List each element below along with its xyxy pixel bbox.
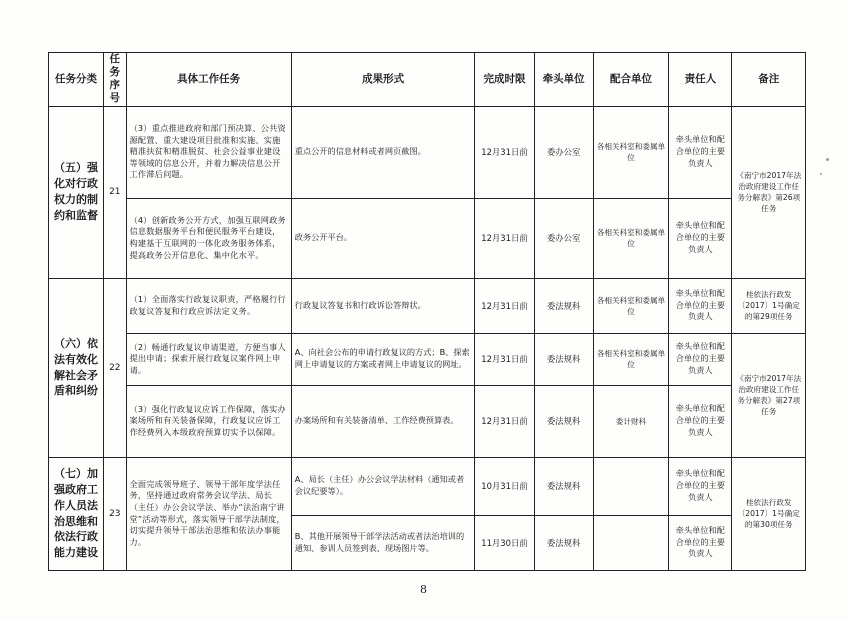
table-row [49, 106, 806, 198]
table-row [49, 385, 806, 457]
number-cell: 23 [104, 457, 126, 570]
deadline-cell: 11月30日前 [475, 515, 534, 570]
coop-cell: 各相关科室和委属单位 [593, 333, 668, 385]
form-cell: 政务公开平台。 [291, 198, 475, 278]
header-row [49, 53, 806, 107]
note-cell: 《南宁市2017年法治政府建设工作任务分解表》第26项任务 [732, 106, 806, 278]
task-cell: （4）创新政务公开方式，加强互联网政务信息数据服务平台和便民服务平台建设，构建基于互联网的一体化政务服务体系，提高政务公开信息化、集中化水平。 [126, 198, 291, 278]
task-cell: （2）畅通行政复议申请渠道，方便当事人提出申请；探索开展行政复议案件网上申请。 [126, 333, 291, 385]
header-deadline: 完成时限 [475, 53, 534, 107]
lead-cell: 委法规科 [534, 333, 593, 385]
resp-cell: 牵头单位和配合单位的主要负责人 [669, 278, 732, 333]
coop-cell: 各相关科室和委属单位 [593, 198, 668, 278]
form-cell: A、局长（主任）办公会议学法材料（通知或者会议纪要等）。 [291, 457, 475, 515]
category-cell: （六）依法有效化解社会矛盾和纠纷 [49, 278, 104, 457]
form-cell: A、向社会公布的申请行政复议的方式；B、探索网上申请复议的方案或者网上申请复议的网址。 [291, 333, 475, 385]
lead-cell: 委法规科 [534, 278, 593, 333]
table-row [49, 278, 806, 333]
form-cell: 行政复议答复书和行政诉讼答辩状。 [291, 278, 475, 333]
coop-cell [593, 515, 668, 570]
resp-cell: 牵头单位和配合单位的主要负责人 [669, 106, 732, 198]
resp-cell: 牵头单位和配合单位的主要负责人 [669, 333, 732, 385]
header-resp: 责任人 [669, 53, 732, 107]
resp-cell: 牵头单位和配合单位的主要负责人 [669, 198, 732, 278]
scan-speck [820, 173, 822, 175]
table-row [49, 457, 806, 515]
category-cell: （七）加强政府工作人员法治思维和依法行政能力建设 [49, 457, 104, 570]
category-cell: （五）强化对行政权力的制约和监督 [49, 106, 104, 278]
lead-cell: 委法规科 [534, 385, 593, 457]
header-form: 成果形式 [291, 53, 475, 107]
lead-cell: 委办公室 [534, 198, 593, 278]
task-cell: （3）重点推进政府和部门预决算、公共资源配置、重大建设项目批准和实施、实施精准扶贫和精准脱贫、社会公益事业建设等领域的信息公开，并着力解决信息公开工作滞后问题。 [126, 106, 291, 198]
coop-cell: 委计财科 [593, 385, 668, 457]
table-row [49, 198, 806, 278]
deadline-cell: 12月31日前 [475, 106, 534, 198]
header-number: 任务序号 [104, 53, 126, 107]
coop-cell: 各相关科室和委属单位 [593, 106, 668, 198]
header-category: 任务分类 [49, 53, 104, 107]
task-cell: 全面完成领导班子、领导干部年度学法任务，坚持通过政府常务会议学法、局长（主任）办公会议学法、举办“法治南宁讲堂”活动等形式，落实领导干部学法制度，切实提升领导干部法治思维和依法办事能力。 [126, 457, 291, 570]
deadline-cell: 12月31日前 [475, 385, 534, 457]
form-cell: 重点公开的信息材料或者网页截图。 [291, 106, 475, 198]
number-cell: 22 [104, 278, 126, 457]
deadline-cell: 12月31日前 [475, 278, 534, 333]
header-note: 备注 [732, 53, 806, 107]
coop-cell [593, 457, 668, 515]
page-number: 8 [420, 583, 427, 596]
number-cell: 21 [104, 106, 126, 278]
deadline-cell: 12月31日前 [475, 198, 534, 278]
resp-cell: 牵头单位和配合单位的主要负责人 [669, 385, 732, 457]
resp-cell: 牵头单位和配合单位的主要负责人 [669, 515, 732, 570]
note-cell: 桂依法行政发〔2017〕1号确定的第29项任务 [732, 278, 806, 333]
lead-cell: 委法规科 [534, 457, 593, 515]
resp-cell: 牵头单位和配合单位的主要负责人 [669, 457, 732, 515]
lead-cell: 委法规科 [534, 515, 593, 570]
header-task: 具体工作任务 [126, 53, 291, 107]
deadline-cell: 10月31日前 [475, 457, 534, 515]
header-lead: 牵头单位 [534, 53, 593, 107]
task-table [48, 52, 806, 571]
form-cell: 办案场所和有关装备清单、工作经费预算表。 [291, 385, 475, 457]
coop-cell: 各相关科室和委属单位 [593, 278, 668, 333]
note-cell: 桂依法行政发〔2017〕1号确定的第30项任务 [732, 457, 806, 570]
note-cell: 《南宁市2017年法治政府建设工作任务分解表》第27项任务 [732, 333, 806, 457]
scan-speck [826, 158, 829, 161]
deadline-cell: 12月31日前 [475, 333, 534, 385]
task-cell: （3）强化行政复议应诉工作保障，落实办案场所和有关装备保障，行政复议应诉工作经费列入本级政府预算切实予以保障。 [126, 385, 291, 457]
lead-cell: 委办公室 [534, 106, 593, 198]
task-cell: （1）全面落实行政复议职责，严格履行行政复议答复和行政应诉法定义务。 [126, 278, 291, 333]
table-row [49, 333, 806, 385]
form-cell: B、其他开展领导干部学法活动或者法治培训的通知、参训人员签到表、现场图片等。 [291, 515, 475, 570]
header-coop: 配合单位 [593, 53, 668, 107]
